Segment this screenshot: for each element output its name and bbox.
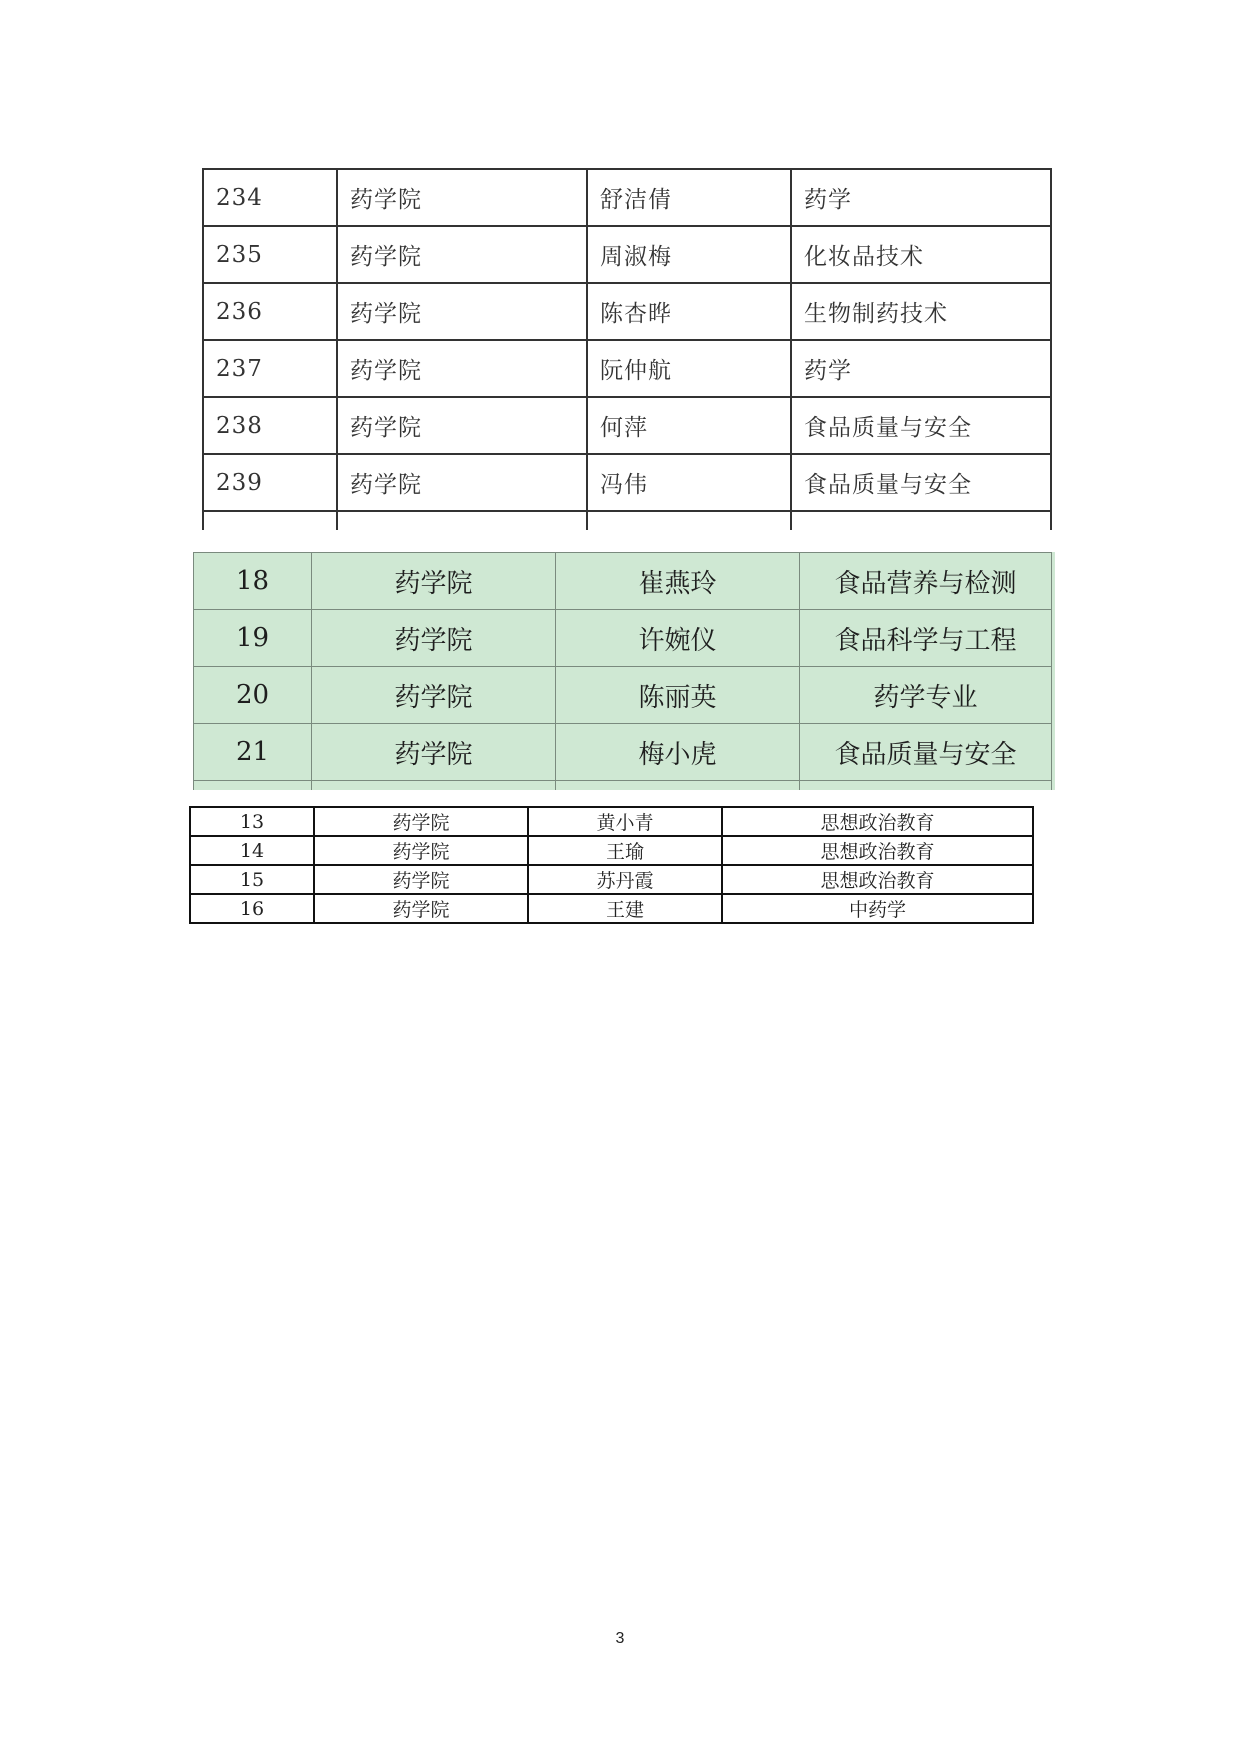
major-cell: 药学专业 bbox=[800, 667, 1052, 724]
name-cell bbox=[556, 781, 800, 791]
major-cell: 药学 bbox=[791, 169, 1051, 226]
row-number: 19 bbox=[194, 610, 312, 667]
row-number: 21 bbox=[194, 724, 312, 781]
name-cell: 冯伟 bbox=[587, 454, 791, 511]
table-row bbox=[190, 836, 1033, 865]
major-cell: 思想政治教育 bbox=[722, 807, 1033, 836]
college-cell: 药学院 bbox=[314, 836, 528, 865]
college-cell: 药学院 bbox=[312, 610, 556, 667]
college-cell: 药学院 bbox=[337, 283, 587, 340]
name-cell: 苏丹霞 bbox=[528, 865, 722, 894]
name-cell: 崔燕玲 bbox=[556, 553, 800, 610]
row-number: 16 bbox=[190, 894, 314, 923]
table-row-cut-off bbox=[194, 781, 1052, 791]
name-cell: 阮仲航 bbox=[587, 340, 791, 397]
major-cell: 食品质量与安全 bbox=[791, 454, 1051, 511]
table-row bbox=[203, 340, 1051, 397]
name-cell: 王建 bbox=[528, 894, 722, 923]
college-cell: 药学院 bbox=[312, 724, 556, 781]
page-number: 3 bbox=[615, 1630, 625, 1647]
table-row bbox=[190, 807, 1033, 836]
table-row bbox=[194, 724, 1052, 781]
college-cell: 药学院 bbox=[337, 340, 587, 397]
name-cell: 王瑜 bbox=[528, 836, 722, 865]
college-cell: 药学院 bbox=[314, 865, 528, 894]
name-cell: 许婉仪 bbox=[556, 610, 800, 667]
major-cell: 食品质量与安全 bbox=[800, 724, 1052, 781]
major-cell: 食品营养与检测 bbox=[800, 553, 1052, 610]
major-cell: 思想政治教育 bbox=[722, 865, 1033, 894]
name-cell: 周淑梅 bbox=[587, 226, 791, 283]
row-number: 238 bbox=[203, 397, 337, 454]
table-row bbox=[194, 610, 1052, 667]
row-number: 15 bbox=[190, 865, 314, 894]
row-number: 239 bbox=[203, 454, 337, 511]
table-row bbox=[190, 865, 1033, 894]
college-cell: 药学院 bbox=[337, 454, 587, 511]
major-cell: 化妆品技术 bbox=[791, 226, 1051, 283]
name-cell: 舒洁倩 bbox=[587, 169, 791, 226]
row-number: 18 bbox=[194, 553, 312, 610]
row-number: 237 bbox=[203, 340, 337, 397]
major-cell: 生物制药技术 bbox=[791, 283, 1051, 340]
row-number bbox=[194, 781, 312, 791]
college-cell: 药学院 bbox=[312, 553, 556, 610]
name-cell: 陈杏晔 bbox=[587, 283, 791, 340]
college-cell: 药学院 bbox=[314, 807, 528, 836]
major-cell bbox=[800, 781, 1052, 791]
row-number: 14 bbox=[190, 836, 314, 865]
list-table-3-clip bbox=[188, 805, 1034, 927]
name-cell: 黄小青 bbox=[528, 807, 722, 836]
row-number bbox=[203, 511, 337, 530]
major-cell: 药学 bbox=[791, 340, 1051, 397]
table-row bbox=[203, 397, 1051, 454]
name-cell: 陈丽英 bbox=[556, 667, 800, 724]
row-number: 236 bbox=[203, 283, 337, 340]
row-number: 20 bbox=[194, 667, 312, 724]
list-table-3 bbox=[189, 806, 1034, 924]
list-table-2 bbox=[193, 552, 1052, 790]
table-row bbox=[203, 169, 1051, 226]
table-row-cut-off bbox=[203, 511, 1051, 530]
major-cell: 食品质量与安全 bbox=[791, 397, 1051, 454]
table-row bbox=[194, 667, 1052, 724]
college-cell: 药学院 bbox=[337, 169, 587, 226]
college-cell: 药学院 bbox=[314, 894, 528, 923]
college-cell bbox=[312, 781, 556, 791]
major-cell: 食品科学与工程 bbox=[800, 610, 1052, 667]
college-cell: 药学院 bbox=[337, 226, 587, 283]
table-row bbox=[190, 894, 1033, 923]
table-row bbox=[203, 283, 1051, 340]
name-cell: 何萍 bbox=[587, 397, 791, 454]
table-row bbox=[194, 553, 1052, 610]
row-number: 234 bbox=[203, 169, 337, 226]
table-row bbox=[203, 226, 1051, 283]
list-table-2-clip bbox=[193, 552, 1055, 790]
college-cell: 药学院 bbox=[312, 667, 556, 724]
name-cell bbox=[587, 511, 791, 530]
row-number: 13 bbox=[190, 807, 314, 836]
row-number: 235 bbox=[203, 226, 337, 283]
table-row bbox=[203, 454, 1051, 511]
major-cell: 中药学 bbox=[722, 894, 1033, 923]
major-cell: 思想政治教育 bbox=[722, 836, 1033, 865]
major-cell bbox=[791, 511, 1051, 530]
college-cell bbox=[337, 511, 587, 530]
list-table-1 bbox=[202, 168, 1052, 530]
list-table-1-clip bbox=[200, 166, 1052, 530]
college-cell: 药学院 bbox=[337, 397, 587, 454]
name-cell: 梅小虎 bbox=[556, 724, 800, 781]
